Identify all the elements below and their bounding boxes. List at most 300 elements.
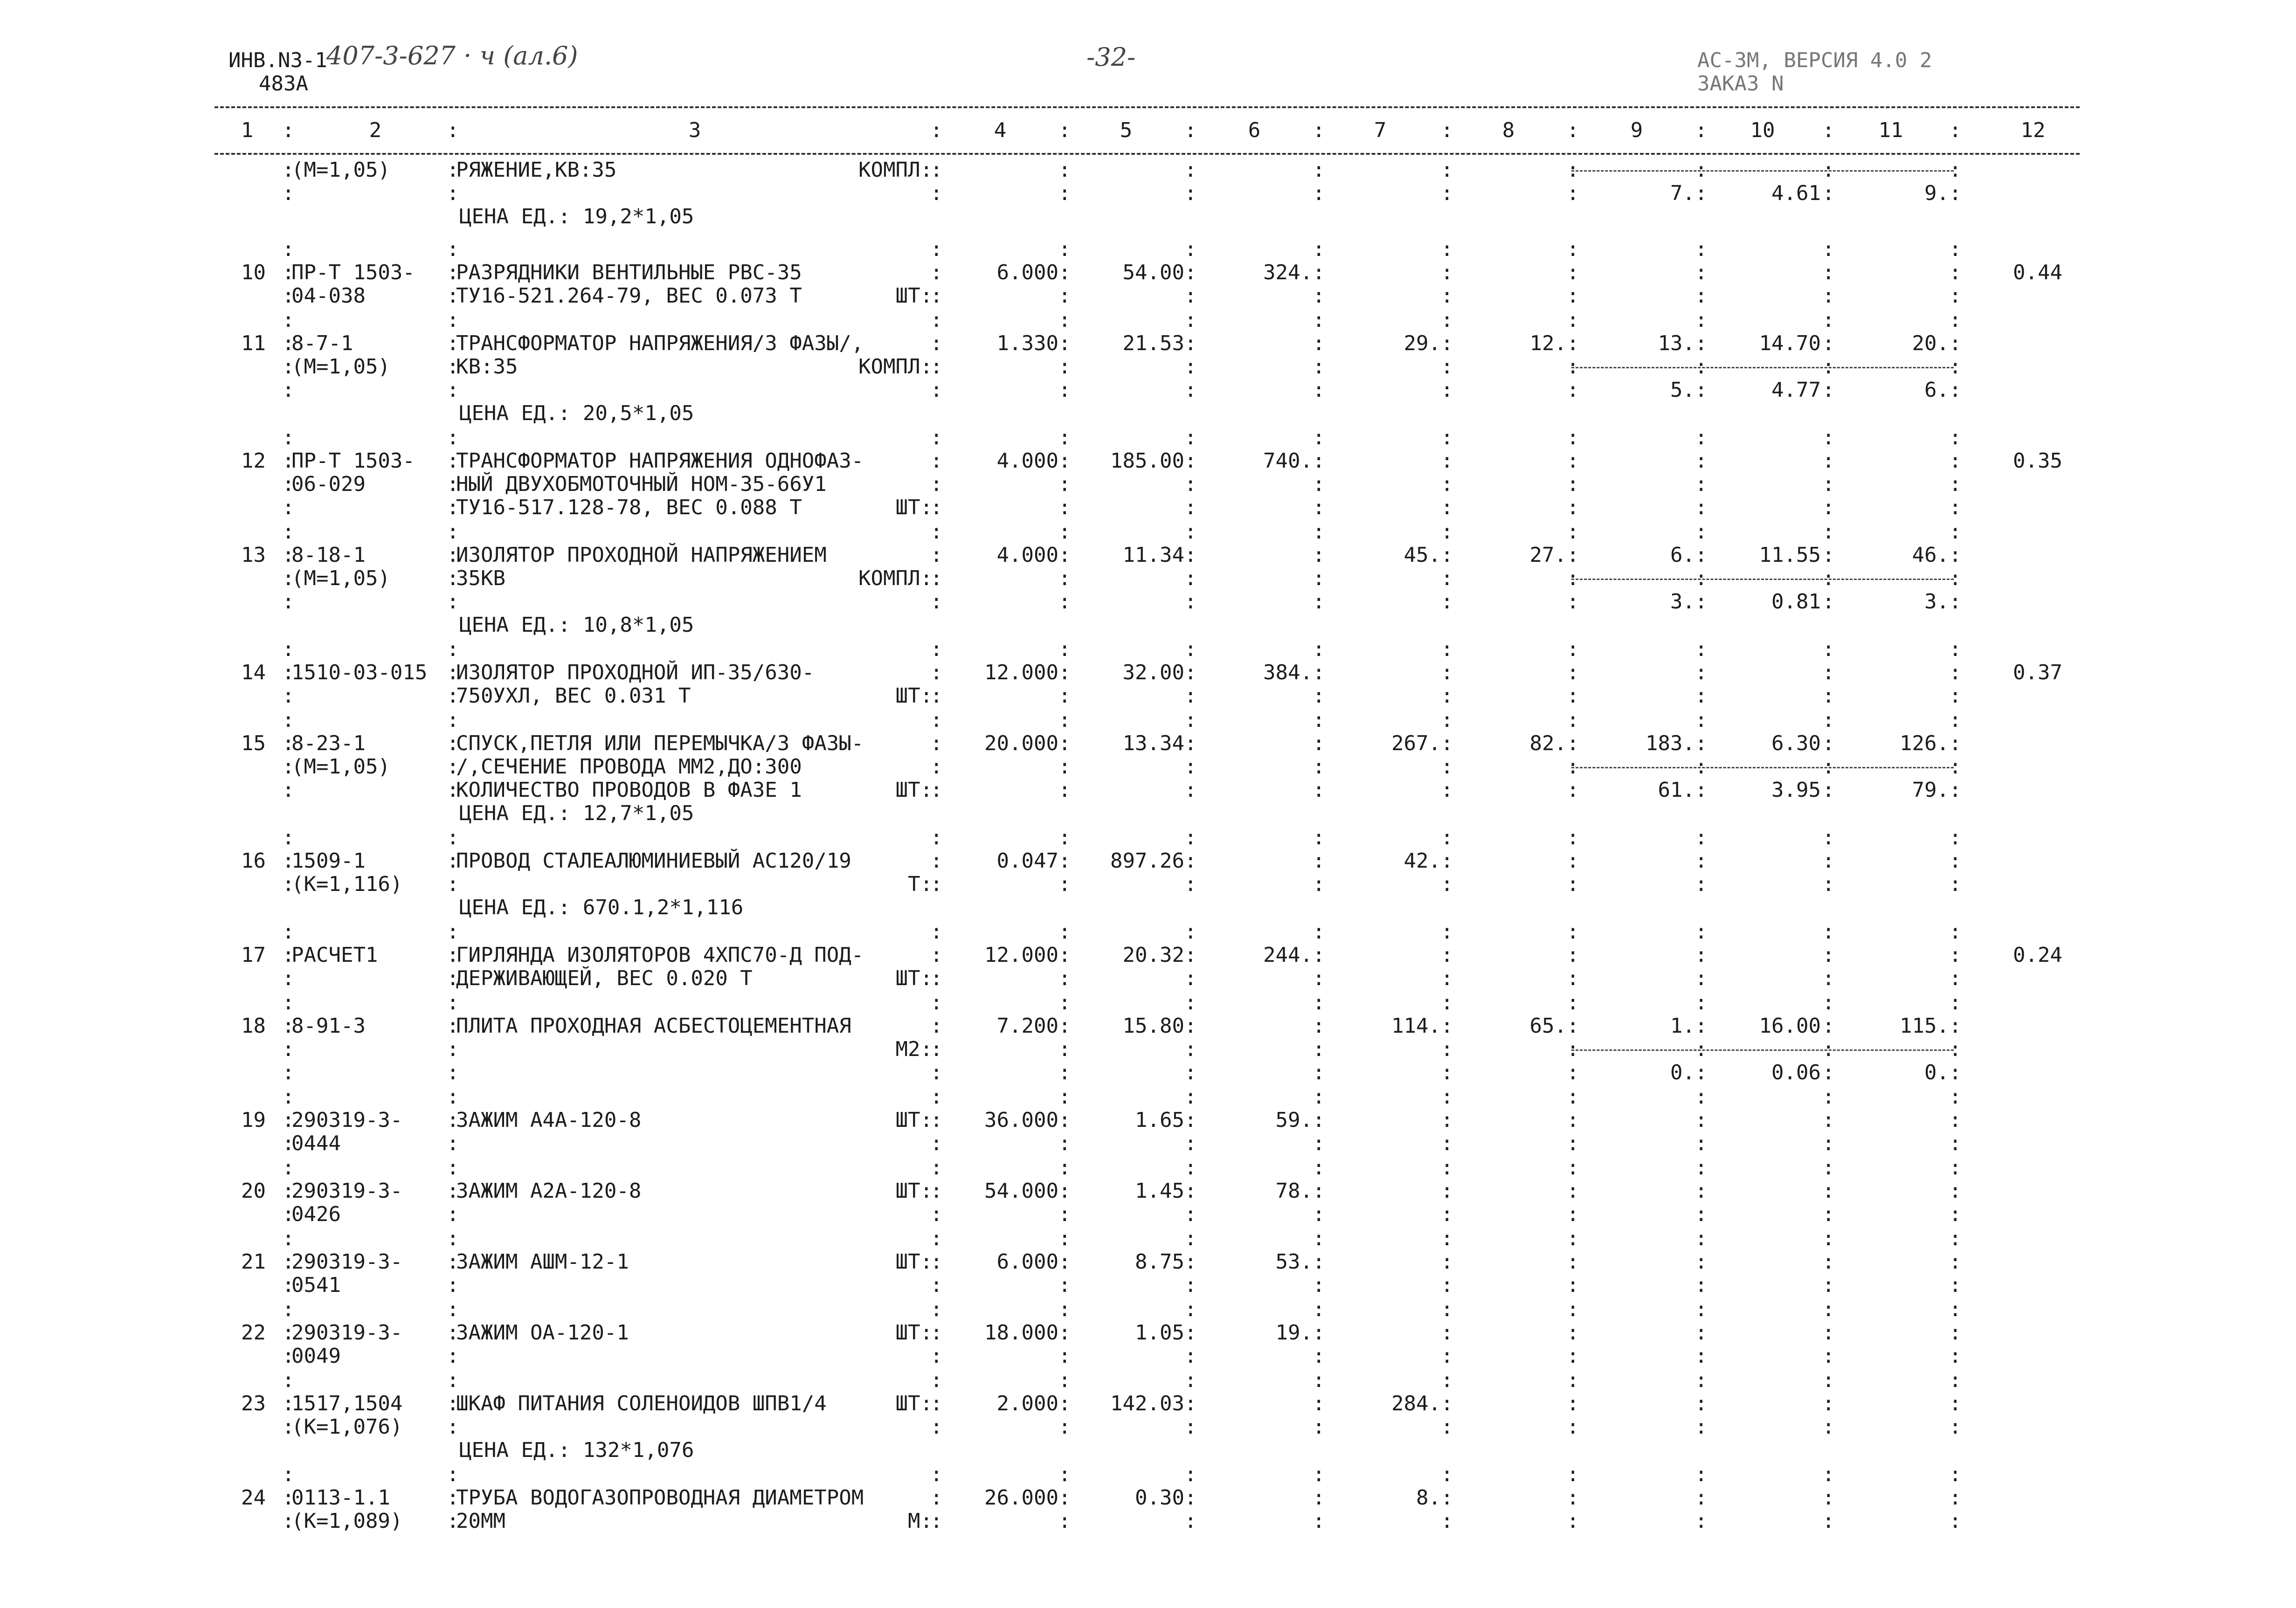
row-code: 290319-3-	[291, 1108, 403, 1132]
column-separator: :	[1822, 118, 1835, 142]
row-name: ПЛИТА ПРОХОДНАЯ АСБЕСТОЦЕМЕНТНАЯ	[456, 1014, 851, 1038]
column-separator: :	[930, 566, 943, 590]
row-number: 17	[241, 943, 266, 967]
column-separator: :	[1822, 181, 1835, 205]
column-separator: :	[930, 684, 943, 708]
row-code-2: (К=1,076)	[291, 1415, 403, 1439]
column-separator: :	[1184, 849, 1197, 873]
column-separator: :	[1313, 755, 1325, 779]
column-separator: :	[282, 1392, 295, 1415]
column-separator: :	[1567, 1344, 1579, 1368]
column-separator: :	[1184, 1463, 1197, 1486]
column-separator: :	[1184, 543, 1197, 567]
column-separator: :	[1949, 732, 1962, 755]
column-separator: :	[1441, 1297, 1453, 1321]
column-separator: :	[282, 684, 295, 708]
value-c6: 59.	[1275, 1108, 1313, 1132]
column-separator: :	[1567, 1250, 1579, 1274]
column-separator: :	[1949, 1509, 1962, 1533]
column-separator: :	[1695, 826, 1708, 849]
row-name: ЗАЖИМ ОА-120-1	[456, 1321, 629, 1345]
column-separator: :	[1313, 991, 1325, 1014]
column-separator: :	[1058, 590, 1071, 614]
column-separator: :	[1695, 355, 1708, 379]
row-code-2: 0426	[291, 1202, 341, 1226]
column-separator: :	[1567, 1368, 1579, 1392]
column-separator: :	[1184, 118, 1197, 142]
column-separator: :	[1058, 755, 1071, 779]
value-c7: 8.	[1416, 1486, 1441, 1510]
column-separator: :	[1441, 496, 1453, 519]
column-separator: :	[1184, 1202, 1197, 1226]
column-separator: :	[1822, 755, 1835, 779]
column-separator: :	[1949, 1132, 1962, 1155]
value-c9b: 5.	[1670, 378, 1695, 402]
column-separator: :	[1949, 755, 1962, 779]
column-separator: :	[1058, 732, 1071, 755]
column-separator: :	[1822, 1014, 1835, 1038]
row-name: ЗАЖИМ АШМ-12-1	[456, 1250, 629, 1274]
column-separator: :	[1058, 237, 1071, 261]
column-separator: :	[1058, 826, 1071, 849]
column-separator: :	[1184, 1486, 1197, 1510]
column-separator: :	[1313, 1156, 1325, 1180]
unit-price-note: ЦЕНА ЕД.: 20,5*1,05	[459, 401, 694, 425]
value-c4: 12.000	[984, 943, 1058, 967]
column-separator: :	[447, 943, 459, 967]
column-separator: :	[1058, 849, 1071, 873]
row-code: 1517,1504	[291, 1392, 403, 1415]
column-separator: :	[1695, 472, 1708, 496]
column-separator: :	[1695, 920, 1708, 944]
column-separator: :	[1949, 849, 1962, 873]
column-separator: :	[447, 331, 459, 355]
column-separator: :	[1567, 1156, 1579, 1180]
value-c6: 53.	[1275, 1250, 1313, 1274]
column-separator: :	[1695, 991, 1708, 1014]
column-separator: :	[1822, 778, 1835, 802]
column-separator: :	[1949, 1202, 1962, 1226]
value-c6: 19.	[1275, 1321, 1313, 1345]
column-separator: :	[447, 1061, 459, 1084]
column-separator: :	[1441, 1321, 1453, 1345]
column-separator: :	[1184, 1014, 1197, 1038]
row-code: ПР-Т 1503-	[291, 449, 415, 473]
column-separator: :	[1949, 426, 1962, 449]
column-separator: :	[282, 543, 295, 567]
column-separator: :	[1313, 943, 1325, 967]
column-separator: :	[1313, 1108, 1325, 1132]
column-separator: :	[1567, 1132, 1579, 1155]
row-number: 24	[241, 1486, 266, 1510]
column-separator: :	[447, 520, 459, 544]
column-separator: :	[1822, 1486, 1835, 1510]
column-separator: :	[1567, 1202, 1579, 1226]
column-separator: :	[1822, 1297, 1835, 1321]
column-separator: :	[282, 1463, 295, 1486]
subtotal-divider	[1571, 579, 1954, 580]
column-separator: :	[1058, 1486, 1071, 1510]
column-separator: :	[1695, 1014, 1708, 1038]
column-separator: :	[282, 1156, 295, 1180]
column-separator: :	[1949, 1061, 1962, 1084]
value-c10: 11.55	[1759, 543, 1821, 567]
column-separator: :	[1695, 1156, 1708, 1180]
column-separator: :	[1567, 1509, 1579, 1533]
column-separator: :	[282, 331, 295, 355]
column-separator: :	[930, 472, 943, 496]
column-separator: :	[282, 849, 295, 873]
column-separator: :	[1949, 684, 1962, 708]
column-separator: :	[1313, 284, 1325, 308]
column-separator: :	[1058, 1321, 1071, 1345]
row-name: ТРУБА ВОДОГАЗОПРОВОДНАЯ ДИАМЕТРОМ	[456, 1486, 864, 1510]
column-separator: :	[1313, 1037, 1325, 1061]
column-separator: :	[1184, 1297, 1197, 1321]
column-separator: :	[1695, 496, 1708, 519]
column-separator: :	[1184, 449, 1197, 473]
column-separator: :	[930, 1297, 943, 1321]
value-c4: 1.330	[996, 331, 1058, 355]
column-separator: :	[1441, 355, 1453, 379]
column-separator: :	[1567, 118, 1579, 142]
column-separator: :	[1567, 1108, 1579, 1132]
column-separator: :	[1313, 1132, 1325, 1155]
column-separator: :	[1441, 1037, 1453, 1061]
value-c5: 15.80	[1122, 1014, 1184, 1038]
column-separator: :	[1822, 590, 1835, 614]
column-separator: :	[1058, 1227, 1071, 1250]
column-separator: :	[1567, 966, 1579, 990]
column-separator: :	[1441, 1368, 1453, 1392]
value-c5: 32.00	[1122, 661, 1184, 684]
value-c8: 27.	[1529, 543, 1567, 567]
column-separator: :	[930, 261, 943, 284]
value-c11: 46.	[1912, 543, 1949, 567]
column-separator: :	[1822, 496, 1835, 519]
column-separator: :	[1567, 1037, 1579, 1061]
column-separator: :	[282, 1014, 295, 1038]
column-separator: :	[1441, 1085, 1453, 1109]
column-separator: :	[447, 1037, 459, 1061]
row-name: ИЗОЛЯТОР ПРОХОДНОЙ ИП-35/630-	[456, 661, 815, 684]
column-separator: :	[1949, 1014, 1962, 1038]
column-separator: :	[1058, 426, 1071, 449]
row-name-2: ТУ16-521.264-79, ВЕС 0.073 Т	[456, 284, 802, 308]
column-separator: :	[1822, 1108, 1835, 1132]
value-c5: 20.32	[1122, 943, 1184, 967]
column-separator: :	[1822, 237, 1835, 261]
column-header-5: 5	[1120, 118, 1133, 142]
column-separator: :	[1184, 237, 1197, 261]
column-separator: :	[1184, 1061, 1197, 1084]
column-separator: :	[1567, 1179, 1579, 1203]
value-c10b: 4.61	[1771, 181, 1821, 205]
column-separator: :	[1567, 1321, 1579, 1345]
column-separator: :	[447, 590, 459, 614]
column-separator: :	[1949, 261, 1962, 284]
value-c12: 0.35	[2013, 449, 2062, 473]
column-separator: :	[1822, 378, 1835, 402]
column-separator: :	[1567, 732, 1579, 755]
column-separator: :	[930, 1486, 943, 1510]
column-separator: :	[930, 637, 943, 661]
row-code: 290319-3-	[291, 1250, 403, 1274]
row-code: РАСЧЕТ1	[291, 943, 378, 967]
column-separator: :	[1441, 637, 1453, 661]
row-name: ШКАФ ПИТАНИЯ СОЛЕНОИДОВ ШПВ1/4	[456, 1392, 827, 1415]
row-name: ЗАЖИМ А4А-120-8	[456, 1108, 642, 1132]
value-c5: 0.30	[1135, 1486, 1184, 1510]
column-separator: :	[1441, 755, 1453, 779]
column-separator: :	[1058, 543, 1071, 567]
row-code-2: (К=1,116)	[291, 872, 403, 896]
column-separator: :	[447, 849, 459, 873]
column-separator: :	[1058, 566, 1071, 590]
row-name: ГИРЛЯНДА ИЗОЛЯТОРОВ 4ХПС70-Д ПОД-	[456, 943, 864, 967]
value-c4: 12.000	[984, 661, 1058, 684]
column-separator: :	[1184, 331, 1197, 355]
header-rule-top	[214, 106, 2080, 108]
column-separator: :	[1695, 755, 1708, 779]
row-number: 16	[241, 849, 266, 873]
column-separator: :	[1058, 637, 1071, 661]
column-separator: :	[930, 1463, 943, 1486]
page-number: -32-	[1086, 42, 1136, 72]
value-c11: 115.	[1900, 1014, 1949, 1038]
column-separator: :	[1822, 1415, 1835, 1439]
value-c10: 16.00	[1759, 1014, 1821, 1038]
row-code: 1509-1	[291, 849, 366, 873]
column-separator: :	[930, 590, 943, 614]
row-number: 21	[241, 1250, 266, 1274]
row-name: ТРАНСФОРМАТОР НАПРЯЖЕНИЯ ОДНОФАЗ-	[456, 449, 864, 473]
column-separator: :	[1695, 1085, 1708, 1109]
row-name-2: НЫЙ ДВУХОБМОТОЧНЫЙ НОМ-35-66У1	[456, 472, 827, 496]
column-separator: :	[1567, 181, 1579, 205]
row-code-2: 06-029	[291, 472, 366, 496]
column-separator: :	[1822, 684, 1835, 708]
column-separator: :	[1441, 261, 1453, 284]
column-separator: :	[1184, 872, 1197, 896]
column-separator: :	[1949, 1037, 1962, 1061]
row-code: 0113-1.1	[291, 1486, 390, 1510]
value-c4: 18.000	[984, 1321, 1058, 1345]
value-c4: 54.000	[984, 1179, 1058, 1203]
column-separator: :	[1695, 566, 1708, 590]
row-name: ЗАЖИМ А2А-120-8	[456, 1179, 642, 1203]
column-separator: :	[1184, 355, 1197, 379]
column-separator: :	[1441, 849, 1453, 873]
column-separator: :	[1184, 1132, 1197, 1155]
value-c9: 183.	[1646, 732, 1695, 755]
column-separator: :	[1695, 1392, 1708, 1415]
column-separator: :	[282, 261, 295, 284]
column-header-4: 4	[994, 118, 1007, 142]
value-c4: 4.000	[996, 543, 1058, 567]
column-separator: :	[1313, 1368, 1325, 1392]
row-number: 22	[241, 1321, 266, 1345]
column-separator: :	[282, 1486, 295, 1510]
column-separator: :	[1949, 1344, 1962, 1368]
column-separator: :	[1949, 1108, 1962, 1132]
column-separator: :	[1313, 472, 1325, 496]
value-c9b: 7.	[1670, 181, 1695, 205]
column-separator: :	[1949, 1227, 1962, 1250]
column-separator: :	[1567, 426, 1579, 449]
column-separator: :	[1695, 1227, 1708, 1250]
column-separator: :	[1822, 1463, 1835, 1486]
column-separator: :	[1949, 1250, 1962, 1274]
value-c5: 897.26	[1110, 849, 1184, 873]
row-code: (М=1,05)	[291, 158, 390, 182]
row-code-2: (М=1,05)	[291, 755, 390, 779]
column-separator: :	[1441, 1463, 1453, 1486]
column-separator: :	[1184, 943, 1197, 967]
column-separator: :	[1313, 778, 1325, 802]
column-separator: :	[1058, 1297, 1071, 1321]
column-separator: :	[1822, 472, 1835, 496]
column-separator: :	[1949, 1297, 1962, 1321]
column-separator: :	[1822, 849, 1835, 873]
column-separator: :	[1567, 991, 1579, 1014]
column-separator: :	[447, 1297, 459, 1321]
column-separator: :	[930, 118, 943, 142]
column-separator: :	[1441, 520, 1453, 544]
column-separator: :	[1949, 237, 1962, 261]
column-separator: :	[1184, 732, 1197, 755]
value-c9: 6.	[1670, 543, 1695, 567]
column-separator: :	[447, 237, 459, 261]
program-version: АС-3М, ВЕРСИЯ 4.0 2	[1697, 48, 1932, 72]
column-separator: :	[930, 1132, 943, 1155]
column-separator: :	[282, 520, 295, 544]
value-c5: 142.03	[1110, 1392, 1184, 1415]
row-number: 20	[241, 1179, 266, 1203]
column-separator: :	[1184, 1037, 1197, 1061]
column-separator: :	[1441, 943, 1453, 967]
column-separator: :	[447, 261, 459, 284]
column-separator: :	[930, 661, 943, 684]
column-separator: :	[1313, 1344, 1325, 1368]
column-separator: :	[1313, 849, 1325, 873]
column-separator: :	[1822, 1132, 1835, 1155]
column-separator: :	[447, 449, 459, 473]
column-separator: :	[1949, 1392, 1962, 1415]
column-separator: :	[1184, 1179, 1197, 1203]
column-separator: :	[930, 755, 943, 779]
column-separator: :	[282, 1179, 295, 1203]
column-separator: :	[447, 1415, 459, 1439]
column-separator: :	[447, 1108, 459, 1132]
column-separator: :	[1567, 755, 1579, 779]
column-separator: :	[1313, 684, 1325, 708]
column-separator: :	[1184, 991, 1197, 1014]
column-separator: :	[1567, 472, 1579, 496]
column-header-12: 12	[2020, 118, 2046, 142]
row-number: 13	[241, 543, 266, 567]
unit-price-note: ЦЕНА ЕД.: 132*1,076	[459, 1438, 694, 1462]
column-separator: :	[1313, 966, 1325, 990]
inventory-label: ИНВ.N3-1	[228, 48, 327, 72]
value-c7: 42.	[1404, 849, 1441, 873]
column-separator: :	[1058, 661, 1071, 684]
column-header-10: 10	[1750, 118, 1775, 142]
column-separator: :	[1822, 1085, 1835, 1109]
column-separator: :	[1313, 1297, 1325, 1321]
value-c8: 65.	[1529, 1014, 1567, 1038]
column-separator: :	[1949, 991, 1962, 1014]
column-separator: :	[1058, 1037, 1071, 1061]
column-separator: :	[1184, 1509, 1197, 1533]
column-separator: :	[447, 1273, 459, 1297]
column-separator: :	[1313, 1463, 1325, 1486]
row-name: РЯЖЕНИЕ,КВ:35	[456, 158, 617, 182]
column-separator: :	[930, 1509, 943, 1533]
value-c12: 0.44	[2013, 261, 2062, 284]
column-separator: :	[1567, 1014, 1579, 1038]
row-name-3: ТУ16-517.128-78, ВЕС 0.088 Т	[456, 496, 802, 519]
column-separator: :	[1695, 1202, 1708, 1226]
column-separator: :	[1184, 1321, 1197, 1345]
column-separator: :	[1695, 1037, 1708, 1061]
column-separator: :	[1695, 1179, 1708, 1203]
column-separator: :	[1822, 426, 1835, 449]
value-c9b: 3.	[1670, 590, 1695, 614]
column-separator: :	[1567, 449, 1579, 473]
row-number: 23	[241, 1392, 266, 1415]
column-separator: :	[447, 1463, 459, 1486]
column-separator: :	[447, 1368, 459, 1392]
column-separator: :	[1313, 1061, 1325, 1084]
column-separator: :	[1184, 708, 1197, 732]
column-separator: :	[1822, 1156, 1835, 1180]
column-separator: :	[1567, 355, 1579, 379]
column-separator: :	[930, 849, 943, 873]
column-separator: :	[447, 966, 459, 990]
column-separator: :	[447, 1156, 459, 1180]
column-separator: :	[930, 1108, 943, 1132]
value-c6: 78.	[1275, 1179, 1313, 1203]
column-separator: :	[1695, 331, 1708, 355]
column-separator: :	[930, 543, 943, 567]
column-separator: :	[930, 708, 943, 732]
column-separator: :	[1567, 849, 1579, 873]
column-separator: :	[930, 1014, 943, 1038]
row-number: 10	[241, 261, 266, 284]
value-c11b: 3.	[1924, 590, 1949, 614]
column-separator: :	[1949, 472, 1962, 496]
column-separator: :	[1567, 378, 1579, 402]
column-separator: :	[1058, 1179, 1071, 1203]
column-separator: :	[447, 991, 459, 1014]
column-separator: :	[1441, 378, 1453, 402]
row-code: 290319-3-	[291, 1321, 403, 1345]
column-separator: :	[447, 426, 459, 449]
column-separator: :	[930, 1392, 943, 1415]
column-separator: :	[1184, 308, 1197, 332]
column-separator: :	[1184, 261, 1197, 284]
value-c10b: 0.81	[1771, 590, 1821, 614]
column-separator: :	[930, 1227, 943, 1250]
column-separator: :	[1313, 1392, 1325, 1415]
column-separator: :	[1313, 520, 1325, 544]
row-unit: ШТ:	[895, 1108, 933, 1132]
column-separator: :	[447, 1132, 459, 1155]
value-c4: 26.000	[984, 1486, 1058, 1510]
value-c5: 21.53	[1122, 331, 1184, 355]
column-separator: :	[1058, 308, 1071, 332]
